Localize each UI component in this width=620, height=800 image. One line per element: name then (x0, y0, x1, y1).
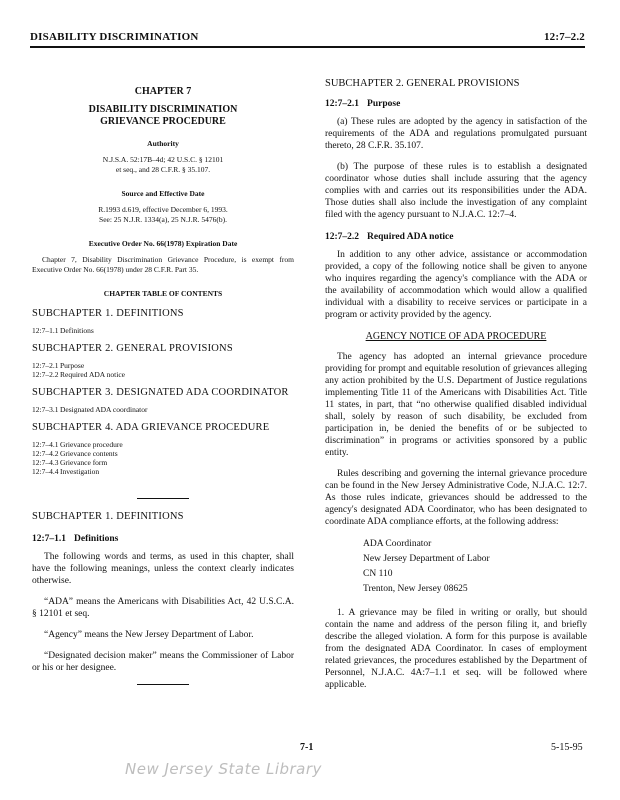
header-title: DISABILITY DISCRIMINATION (30, 31, 199, 43)
library-watermark: New Jersey State Library (125, 760, 322, 778)
toc-subchapter: SUBCHAPTER 1. DEFINITIONS (32, 308, 184, 319)
source-line1: R.1993 d.619, effective December 6, 1993. (98, 205, 228, 214)
toc-items (32, 361, 294, 379)
authority-line1: N.J.S.A. 52:17B–4d; 42 U.S.C. § 12101 (102, 155, 224, 164)
chapter-title (32, 104, 294, 128)
source-heading: Source and Effective Date (121, 189, 205, 198)
toc-entry-number: 12:7–2.2 (32, 370, 59, 379)
section-title: Definitions (74, 534, 119, 544)
running-header (30, 30, 585, 48)
toc-entry-title: Grievance form (60, 458, 108, 467)
paragraph: In addition to any other advice, assistance or accommodation provided, a copy of the following notice shall be given to anyone who inquires regarding the agency's compliance with the ADA or the availability of accommodation which would allow a qualified individual with a disability to receive services or participate in a program or activity provided by the agency. (325, 250, 587, 320)
eo-heading: Executive Order No. 66(1978) Expiration Date (88, 239, 238, 248)
paragraph: “ADA” means the Americans with Disabilities Act, 42 U.S.C.A. § 12101 et seq. (32, 597, 294, 619)
toc-entry-number: 12:7–4.4 (32, 467, 59, 476)
authority-line2: et seq., and 28 C.F.R. § 35.107. (115, 164, 211, 174)
toc-entry (32, 326, 294, 335)
toc-items (32, 326, 294, 335)
toc-entry (32, 467, 294, 476)
toc-items (32, 440, 294, 476)
toc-entry-title: Grievance contents (60, 449, 118, 458)
page-number: 7-1 (300, 742, 314, 753)
address-line: New Jersey Department of Labor (363, 554, 490, 564)
paragraph: (a) These rules are adopted by the agency in satisfaction of the requirements of the ADA and regulations promulgated pursuant thereto, 28 C.F.R. 35.107. (325, 117, 587, 151)
toc-entry (32, 458, 294, 467)
toc-entry-number: 12:7–2.1 (32, 361, 59, 370)
toc-entry-number: 12:7–4.3 (32, 458, 59, 467)
toc-entry-title: Investigation (60, 467, 100, 476)
subchapter-2-heading: SUBCHAPTER 2. GENERAL PROVISIONS (325, 78, 520, 89)
authority-heading: Authority (147, 139, 179, 148)
toc-entry-title: Definitions (60, 326, 94, 335)
toc-entry (32, 449, 294, 458)
section-heading (325, 231, 587, 243)
divider (137, 498, 189, 499)
section-number: 12:7–2.1 (325, 99, 360, 109)
section-title: Required ADA notice (367, 232, 454, 242)
paragraph: Rules describing and governing the internal grievance procedure can be found in the New Jersey Administrative Code, N.J.A.C. 12:7. As those rules indicate, grievances should be addressed to the agency's designated ADA Coordinator, who has been designated to coordinate ADA compliance efforts, at the following address: (325, 469, 587, 527)
toc-subchapter: SUBCHAPTER 2. GENERAL PROVISIONS (32, 343, 233, 354)
toc-entry-title: Designated ADA coordinator (60, 405, 148, 414)
toc-entry-number: 12:7–4.1 (32, 440, 59, 449)
toc-entry-number: 12:7–4.2 (32, 449, 59, 458)
toc (32, 308, 294, 476)
toc-heading: CHAPTER TABLE OF CONTENTS (103, 289, 223, 298)
paragraph: “Agency” means the New Jersey Department of Labor. (44, 630, 254, 640)
chapter-title-line2: GRIEVANCE PROCEDURE (100, 116, 226, 127)
authority-block (32, 138, 294, 174)
paragraph: The following words and terms, as used in this chapter, shall have the following meanings, unless the context clearly indicates otherwise. (32, 552, 294, 586)
right-column (325, 78, 587, 700)
paragraph: (b) The purpose of these rules is to establish a designated coordinator whose duties shall include assuring that the agency complies with and carries out its responsibilities under the ADA. Those duties shall also include the investigation of any complaint filed with the agency pursuant to N.J.A.C. 12:7–4. (325, 162, 587, 220)
toc-entry (32, 361, 294, 370)
toc-entry-title: Grievance procedure (60, 440, 123, 449)
left-column (32, 78, 294, 697)
toc-entry (32, 405, 294, 414)
source-line2: See: 25 N.J.R. 1334(a), 25 N.J.R. 5476(b). (99, 214, 227, 224)
toc-entry (32, 440, 294, 449)
paragraph: The agency has adopted an internal grievance procedure providing for prompt and equitable resolution of grievances alleging any action prohibited by the U.S. Department of Justice regulations implementing Title 11 of the Americans with Disabilities Act. Title 11 states, in part, that “no otherwise qualified disabled individual shall, solely by reason of such disability, be excluded from participation in, be denied the benefits of or be subjected to discrimination” in programs or activities sponsored by a public entity. (325, 352, 587, 458)
section-title: Purpose (367, 99, 401, 109)
address-line: Trenton, New Jersey 08625 (363, 584, 468, 594)
address-line: CN 110 (363, 569, 393, 579)
section-heading (325, 98, 587, 110)
toc-entry (32, 370, 294, 379)
section-heading (32, 533, 294, 545)
coordinator-address (363, 537, 587, 597)
toc-subchapter: SUBCHAPTER 3. DESIGNATED ADA COORDINATOR (32, 387, 289, 398)
toc-subchapter: SUBCHAPTER 4. ADA GRIEVANCE PROCEDURE (32, 422, 270, 433)
toc-entry-title: Required ADA notice (60, 370, 125, 379)
chapter-number: CHAPTER 7 (134, 86, 192, 97)
section-number: 12:7–2.2 (325, 232, 360, 242)
toc-entry-number: 12:7–1.1 (32, 326, 59, 335)
header-section: 12:7–2.2 (543, 31, 585, 43)
toc-items (32, 405, 294, 414)
eo-text: Chapter 7, Disability Discrimination Grievance Procedure, is exempt from Executive Order No. 66(1978) under 28 C.F.R. Part 35. (32, 255, 294, 274)
toc-entry-title: Purpose (60, 361, 85, 370)
divider (137, 684, 189, 685)
source-block (32, 188, 294, 224)
page-date: 5-15-95 (551, 742, 583, 753)
toc-entry-number: 12:7–3.1 (32, 405, 59, 414)
section-number: 12:7–1.1 (32, 534, 67, 544)
subchapter-1-heading: SUBCHAPTER 1. DEFINITIONS (32, 511, 184, 522)
paragraph: 1. A grievance may be filed in writing or orally, but should contain the name and address of the person filing it, and briefly describe the alleged violation. A form for this purpose is available from the designated ADA Coordinator. In cases of employment related grievances, the procedures established by the Department of Personnel, N.J.A.C. 4A:7–1.1 et seq. will be followed where applicable. (325, 608, 587, 690)
notice-heading: AGENCY NOTICE OF ADA PROCEDURE (365, 331, 547, 342)
executive-order-block (32, 238, 294, 274)
paragraph: “Designated decision maker” means the Commissioner of Labor or his or her designee. (32, 651, 294, 673)
chapter-title-line1: DISABILITY DISCRIMINATION (88, 104, 238, 115)
address-line: ADA Coordinator (363, 539, 432, 549)
